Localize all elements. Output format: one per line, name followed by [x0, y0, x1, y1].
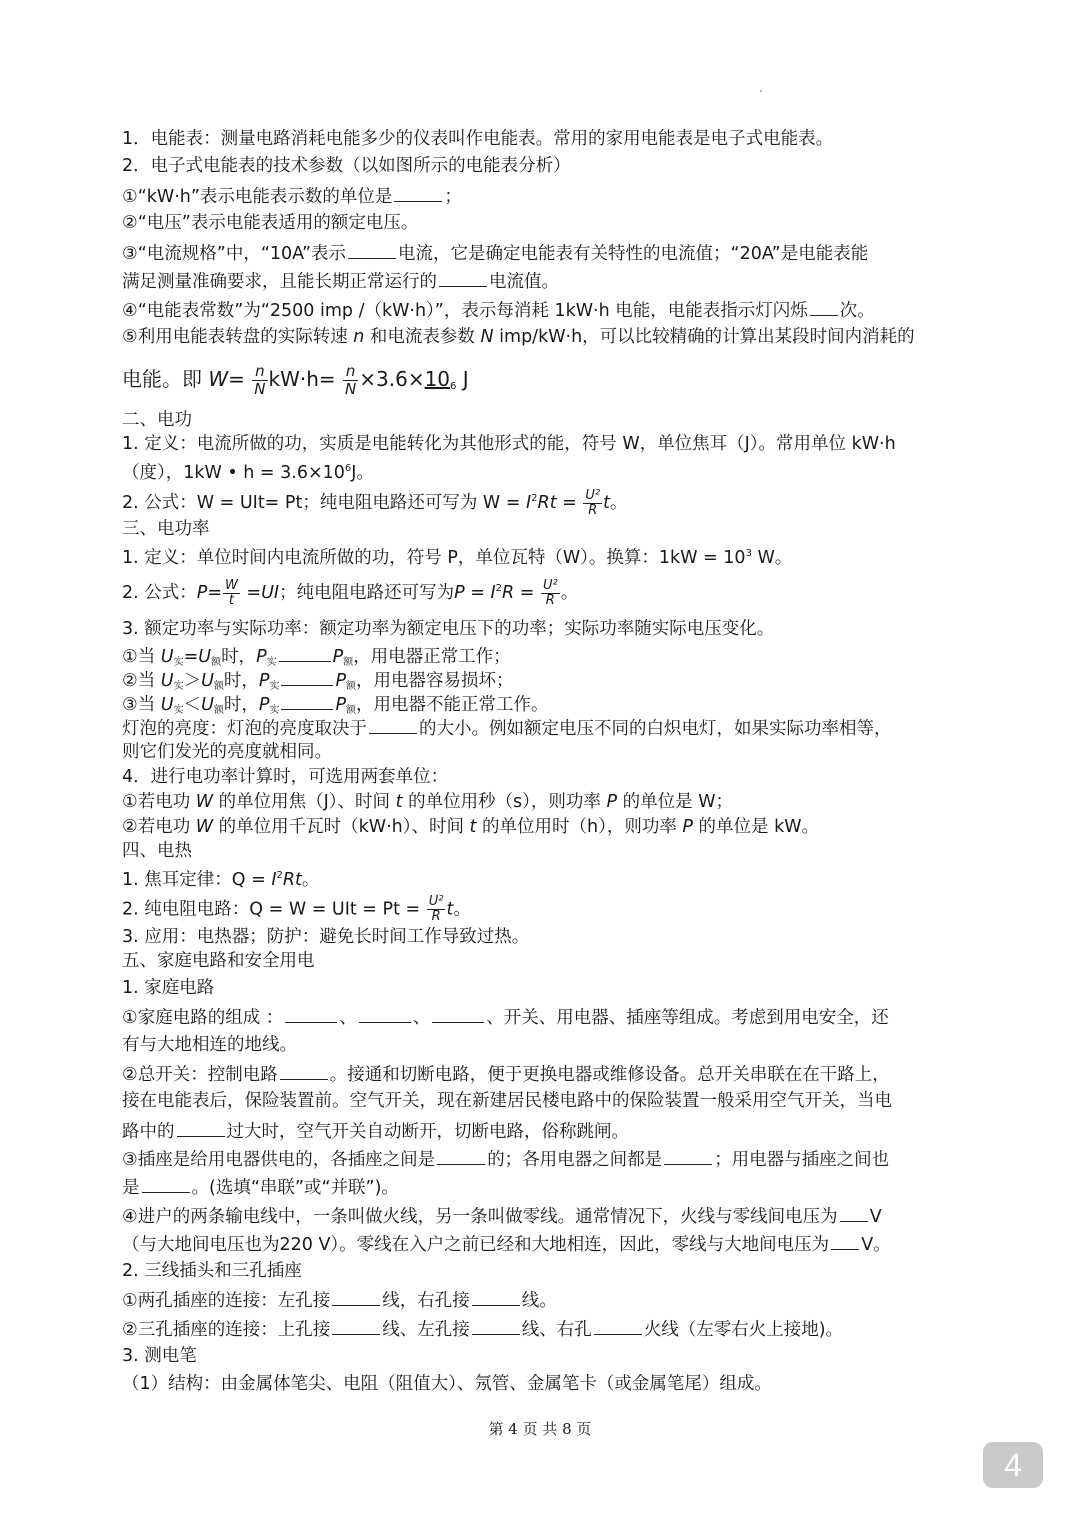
- scan-speck: [760, 90, 762, 92]
- fill-blank[interactable]: [840, 1203, 868, 1222]
- text-line: ②若电功 W 的单位用千瓦时（kW·h）、时间 t 的单位用时（h），则功率 P 的单位是 kW。: [122, 817, 820, 837]
- fill-blank[interactable]: [332, 1287, 380, 1306]
- text-line: ③当 $U_实<U_额$时，$P_实$ $P_额$，用电器不能正常工作。: [122, 691, 962, 723]
- text-line: 2. 公式：W = UIt= Pt；纯电阻电路还可写为 $W = I^2Rt$ = $\frac{\text{U²}}{R}$ t。: [122, 487, 628, 518]
- text-line: ③“电流规格”中，“10A”表示 电流，它是确定电能表有关特性的电流值；“20A”是电能表能: [122, 240, 962, 266]
- fill-blank[interactable]: [285, 1004, 337, 1023]
- text-line: 满足测量准确要求，且能长期正常运行的 电流值。: [122, 268, 962, 294]
- text-line: ②当 $U_实>U_额$时，$P_实$ $P_额$，用电器容易损坏；: [122, 667, 962, 699]
- text-line: 接在电能表后，保险装置前。空气开关，现在新建居民楼电路中的保险装置一般采用空气开关，当电: [122, 1091, 892, 1111]
- text-line: 2．电子式电能表的技术参数（以如图所示的电能表分析）: [122, 156, 571, 176]
- text-line: 2. 三线插头和三孔插座: [122, 1261, 302, 1281]
- fill-blank[interactable]: [359, 1004, 411, 1023]
- text-line: 3. 测电笔: [122, 1346, 197, 1366]
- text-line: ②总开关：控制电路 。接通和切断电路，便于更换电器或维修设备。总开关串联在在干路上，: [122, 1061, 962, 1087]
- fill-blank[interactable]: [332, 1316, 380, 1335]
- fraction: $\frac{\text{U²}}{R}$: [585, 487, 601, 518]
- fill-blank[interactable]: [177, 1118, 225, 1137]
- fill-blank[interactable]: [432, 1004, 484, 1023]
- fill-blank[interactable]: [279, 643, 331, 662]
- text-line: 1. 定义：电流所做的功，实质是电能转化为其他形式的能，符号 W，单位焦耳（J）。常用单位 kW·h: [122, 434, 896, 454]
- fill-blank[interactable]: [348, 240, 396, 259]
- text-line: 是 。(选填“串联”或“并联”)。: [122, 1174, 962, 1200]
- fill-blank[interactable]: [394, 183, 442, 202]
- text-line: 1．电能表：测量电路消耗电能多少的仪表叫作电能表。常用的家用电能表是电子式电能表。: [122, 129, 834, 149]
- fill-blank[interactable]: [369, 715, 417, 734]
- fill-blank[interactable]: [437, 1146, 485, 1165]
- text-line: ②“电压”表示电能表适用的额定电压。: [122, 213, 419, 233]
- text-line: 3. 应用：电热器；防护：避免长时间工作导致过热。: [122, 927, 530, 947]
- text-line: ①“kW·h”表示电能表示数的单位是 ；: [122, 183, 962, 209]
- text-line: 3. 额定功率与实际功率：额定功率为额定电压下的功率；实际功率随实际电压变化。: [122, 619, 775, 639]
- fill-blank[interactable]: [281, 691, 333, 710]
- fill-blank[interactable]: [810, 297, 838, 316]
- text-line: 2. 纯电阻电路：Q = W = UIt = Pt = $\frac{\text{U²}}{R}$ t。: [122, 894, 471, 924]
- fraction: $\frac{\text{U²}}{R}$: [542, 577, 558, 608]
- text-line: 1. 定义：单位时间内电流所做的功，符号 P，单位瓦特（W）。换算：$1kW = 10^3$ W。: [122, 548, 793, 568]
- section-heading: 五、家庭电路和安全用电: [122, 951, 315, 971]
- fill-blank[interactable]: [281, 667, 333, 686]
- section-heading: 四、电热: [122, 841, 192, 861]
- fraction: $\frac{n}{N}$: [345, 362, 357, 398]
- text-line: （与大地间电压也为220 V）。零线在入户之前已经和大地相连，因此，零线与大地间电压为 V。: [122, 1231, 962, 1257]
- fill-blank[interactable]: [142, 1174, 190, 1193]
- text-line: ①当 $U_实=U_额$时，$P_实$ $P_额$，用电器正常工作；: [122, 643, 962, 675]
- text-line: ⑤利用电能表转盘的实际转速 n 和电流表参数 N imp/kW·h，可以比较精确的计算出某段时间内消耗的: [122, 327, 915, 347]
- text-line: 1. 焦耳定律：$Q = I^2Rt$。: [122, 870, 320, 890]
- text-line: ①两孔插座的连接：左孔接 线，右孔接 线。: [122, 1287, 962, 1313]
- text-line: 灯泡的亮度：灯泡的亮度取决于 的大小。例如额定电压不同的白炽电灯，如果实际功率相等，: [122, 715, 962, 741]
- energy-formula-line: 电能。即 W= $\frac{n}{N}$ kW·h= $\frac{n}{N}$ $\times 3.6\times 10_6$ J: [122, 362, 469, 398]
- fraction: $\frac{W}{t}$: [225, 577, 238, 608]
- text-line: （度），1kW • $h = 3.6\times 10^6J$。: [122, 463, 374, 483]
- text-line: 2. 公式：P= $\frac{W}{t}$ =UI；纯电阻电路还可写为$P = I^2R$ = $\frac{\text{U²}}{R}$ 。: [122, 577, 579, 608]
- fill-blank[interactable]: [664, 1146, 712, 1165]
- fill-blank[interactable]: [472, 1316, 520, 1335]
- text-line: 4．进行电功率计算时，可选用两套单位：: [122, 767, 449, 787]
- text-line: 路中的 过大时，空气开关自动断开，切断电路，俗称跳闸。: [122, 1118, 962, 1144]
- page-footer: 第 4 页 共 8 页: [488, 1420, 592, 1438]
- text-line: ③插座是给用电器供电的，各插座之间是 的；各用电器之间都是 ；用电器与插座之间也: [122, 1146, 962, 1172]
- text-line: 有与大地相连的地线。: [122, 1035, 297, 1055]
- text-line: 则它们发光的亮度就相同。: [122, 742, 332, 762]
- text-line: 1. 家庭电路: [122, 978, 215, 998]
- section-heading: 二、电功: [122, 410, 192, 430]
- fill-blank[interactable]: [472, 1287, 520, 1306]
- text-line: ①若电功 W 的单位用焦（J）、时间 t 的单位用秒（s），则功率 P 的单位是 W；: [122, 792, 733, 812]
- text-line: ②三孔插座的连接：上孔接 线、左孔接 线、右孔 火线（左零右火上接地)。: [122, 1316, 962, 1342]
- fill-blank[interactable]: [831, 1231, 859, 1250]
- text-line: ④进户的两条输电线中，一条叫做火线，另一条叫做零线。通常情况下，火线与零线间电压为 V: [122, 1203, 962, 1229]
- fraction: $\frac{\text{U²}}{R}$: [428, 894, 444, 924]
- fill-blank[interactable]: [594, 1316, 642, 1335]
- fill-blank[interactable]: [280, 1061, 328, 1080]
- fill-blank[interactable]: [439, 268, 487, 287]
- text-line: ①家庭电路的组成 ： 、 、 、开关、用电器、插座等组成。考虑到用电安全，还: [122, 1004, 962, 1030]
- section-heading: 三、电功率: [122, 519, 210, 539]
- page-number-badge: 4: [983, 1442, 1043, 1488]
- text-line: （1）结构：由金属体笔尖、电阻（阻值大）、氖管、金属笔卡（或金属笔尾）组成。: [122, 1374, 772, 1394]
- fraction: $\frac{n}{N}$: [254, 362, 266, 398]
- text-line: ④“电能表常数”为“2500 imp /（kW·h）”，表示每消耗 1kW·h 电能，电能表指示灯闪烁 次。: [122, 297, 962, 323]
